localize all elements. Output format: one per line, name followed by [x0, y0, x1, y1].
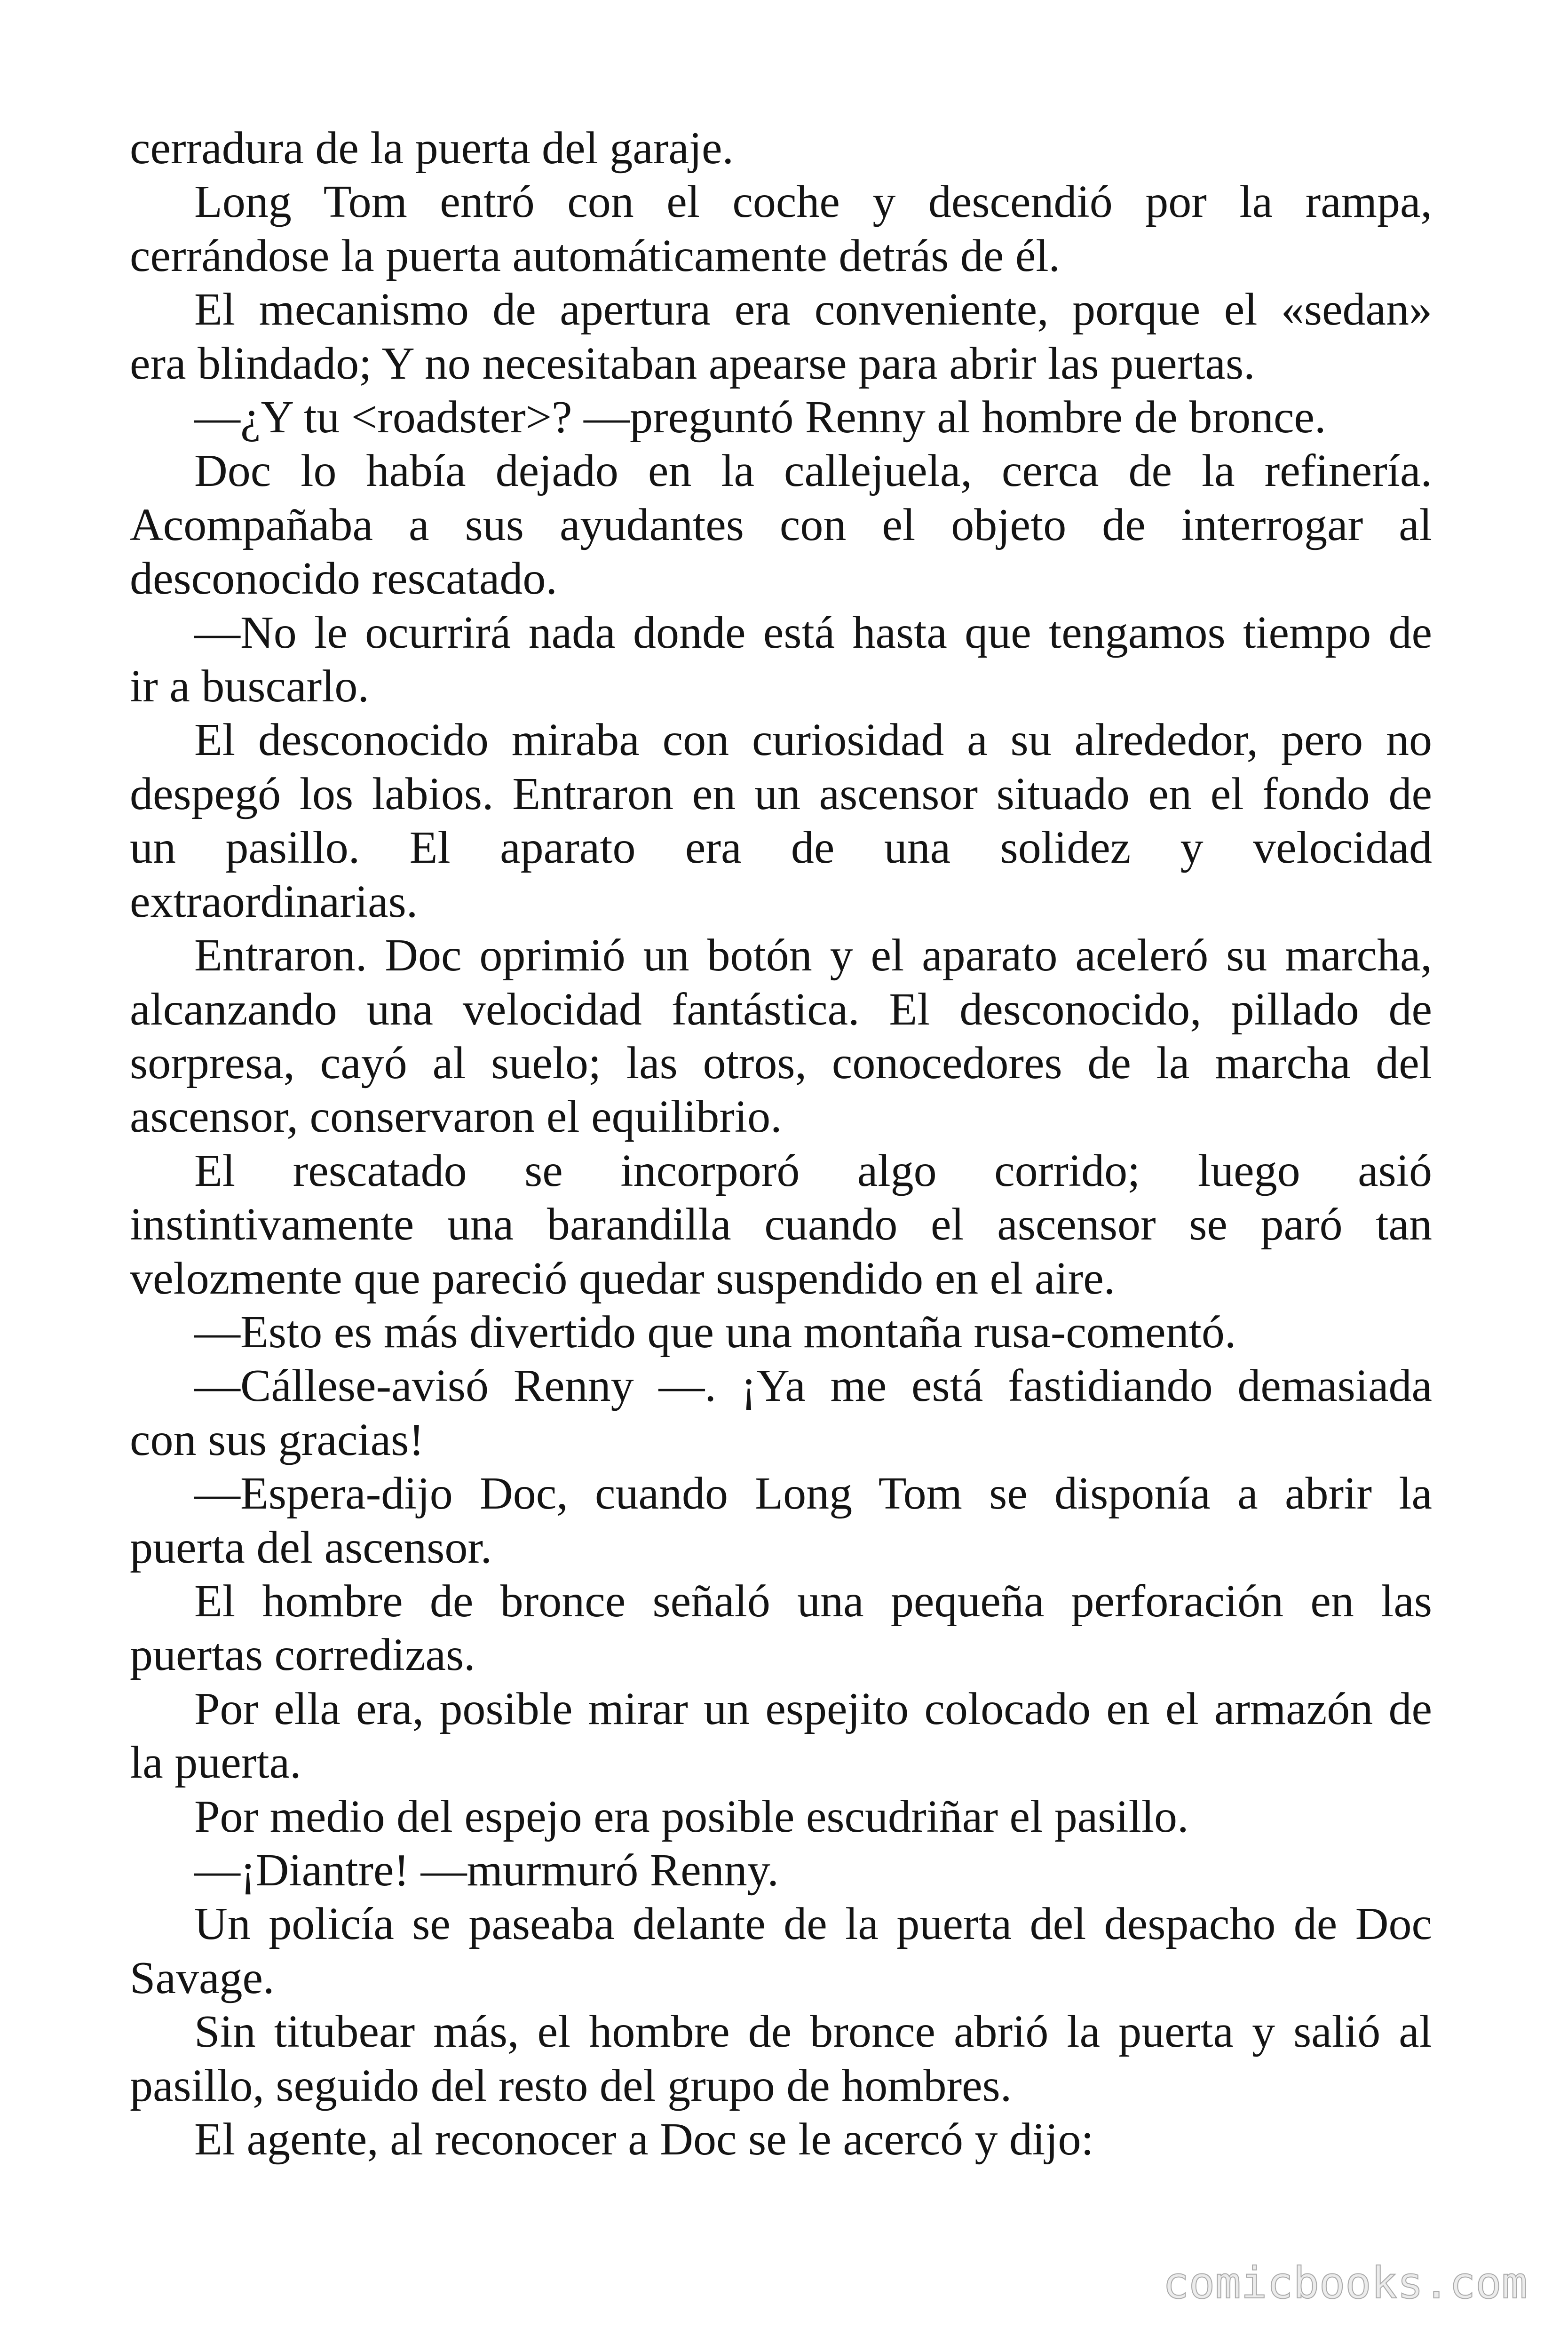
- text-line: —¿Y tu <roadster>? —preguntó Renny al hombre de bronce.: [194, 392, 1326, 443]
- paragraph: [130, 444, 1432, 605]
- text-line: El desconocido miraba con curiosidad a su alrededor, pero no: [194, 715, 1432, 766]
- text-line: un pasillo. El aparato era de una solidez y velocidad: [130, 822, 1432, 874]
- text-line: Sin titubear más, el hombre de bronce abrió la puerta y salió al: [194, 2006, 1432, 2058]
- paragraph: [130, 1359, 1432, 1467]
- paragraph: [130, 1467, 1432, 1574]
- paragraph: [130, 713, 1432, 929]
- text-line: extraordinarias.: [130, 876, 418, 927]
- paragraph: [130, 175, 1432, 283]
- watermark: comicbooks.com: [1163, 2258, 1528, 2308]
- paragraph: [130, 390, 1432, 444]
- paragraph: [130, 1305, 1432, 1359]
- text-line: Doc lo había dejado en la callejuela, cerca de la refinería.: [194, 445, 1432, 497]
- text-line: alcanzando una velocidad fantástica. El desconocido, pillado de: [130, 984, 1432, 1035]
- paragraph: [130, 2113, 1432, 2166]
- text-line: instintivamente una barandilla cuando el ascensor se paró tan: [130, 1199, 1432, 1250]
- text-line: ir a buscarlo.: [130, 661, 369, 712]
- text-line: Por ella era, posible mirar un espejito colocado en el armazón de: [194, 1683, 1432, 1734]
- paragraph: [130, 2005, 1432, 2113]
- text-line: El agente, al reconocer a Doc se le acercó y dijo:: [194, 2114, 1094, 2165]
- text-line: —No le ocurrirá nada donde está hasta que tengamos tiempo de: [194, 607, 1432, 658]
- page-text: [130, 121, 1432, 2166]
- text-line: puertas corredizas.: [130, 1629, 475, 1681]
- text-line: cerradura de la puerta del garaje.: [130, 123, 734, 174]
- text-line: con sus gracias!: [130, 1414, 424, 1465]
- text-line: —¡Diantre! —murmuró Renny.: [194, 1845, 779, 1896]
- paragraph: [130, 283, 1432, 390]
- paragraph: [130, 1144, 1432, 1305]
- text-line: —Esto es más divertido que una montaña rusa-comentó.: [194, 1306, 1236, 1358]
- text-line: sorpresa, cayó al suelo; las otros, conocedores de la marcha del: [130, 1037, 1432, 1089]
- text-line: Un policía se paseaba delante de la puerta del despacho de Doc: [194, 1899, 1432, 1950]
- paragraph: [130, 1790, 1432, 1843]
- text-line: desconocido rescatado.: [130, 553, 557, 604]
- text-line: pasillo, seguido del resto del grupo de hombres.: [130, 2060, 1012, 2111]
- text-line: ascensor, conservaron el equilibrio.: [130, 1091, 782, 1143]
- text-line: Acompañaba a sus ayudantes con el objeto de interrogar al: [130, 499, 1432, 550]
- text-line: la puerta.: [130, 1737, 301, 1788]
- paragraph: [130, 606, 1432, 714]
- paragraph: [130, 1843, 1432, 1897]
- text-line: Long Tom entró con el coche y descendió por la rampa,: [194, 176, 1432, 228]
- paragraph: [130, 929, 1432, 1144]
- text-line: despegó los labios. Entraron en un ascensor situado en el fondo de: [130, 768, 1432, 819]
- text-line: El rescatado se incorporó algo corrido; luego asió: [194, 1145, 1432, 1196]
- paragraph: [130, 121, 1432, 175]
- text-line: —Cállese-avisó Renny —. ¡Ya me está fastidiando demasiada: [194, 1360, 1432, 1412]
- text-line: era blindado; Y no necesitaban apearse para abrir las puertas.: [130, 338, 1255, 389]
- text-line: velozmente que pareció quedar suspendido en el aire.: [130, 1253, 1116, 1304]
- paragraph: [130, 1897, 1432, 2005]
- paragraph: [130, 1682, 1432, 1790]
- text-line: El hombre de bronce señaló una pequeña perforación en las: [194, 1575, 1432, 1627]
- text-line: puerta del ascensor.: [130, 1522, 492, 1573]
- text-line: Por medio del espejo era posible escudriñar el pasillo.: [194, 1791, 1189, 1842]
- text-line: El mecanismo de apertura era conveniente, porque el «sedan»: [194, 284, 1432, 335]
- text-line: cerrándose la puerta automáticamente detrás de él.: [130, 230, 1061, 281]
- text-line: Savage.: [130, 1952, 275, 2003]
- text-line: —Espera-dijo Doc, cuando Long Tom se disponía a abrir la: [194, 1468, 1432, 1519]
- text-line: Entraron. Doc oprimió un botón y el aparato aceleró su marcha,: [194, 930, 1432, 981]
- paragraph: [130, 1574, 1432, 1682]
